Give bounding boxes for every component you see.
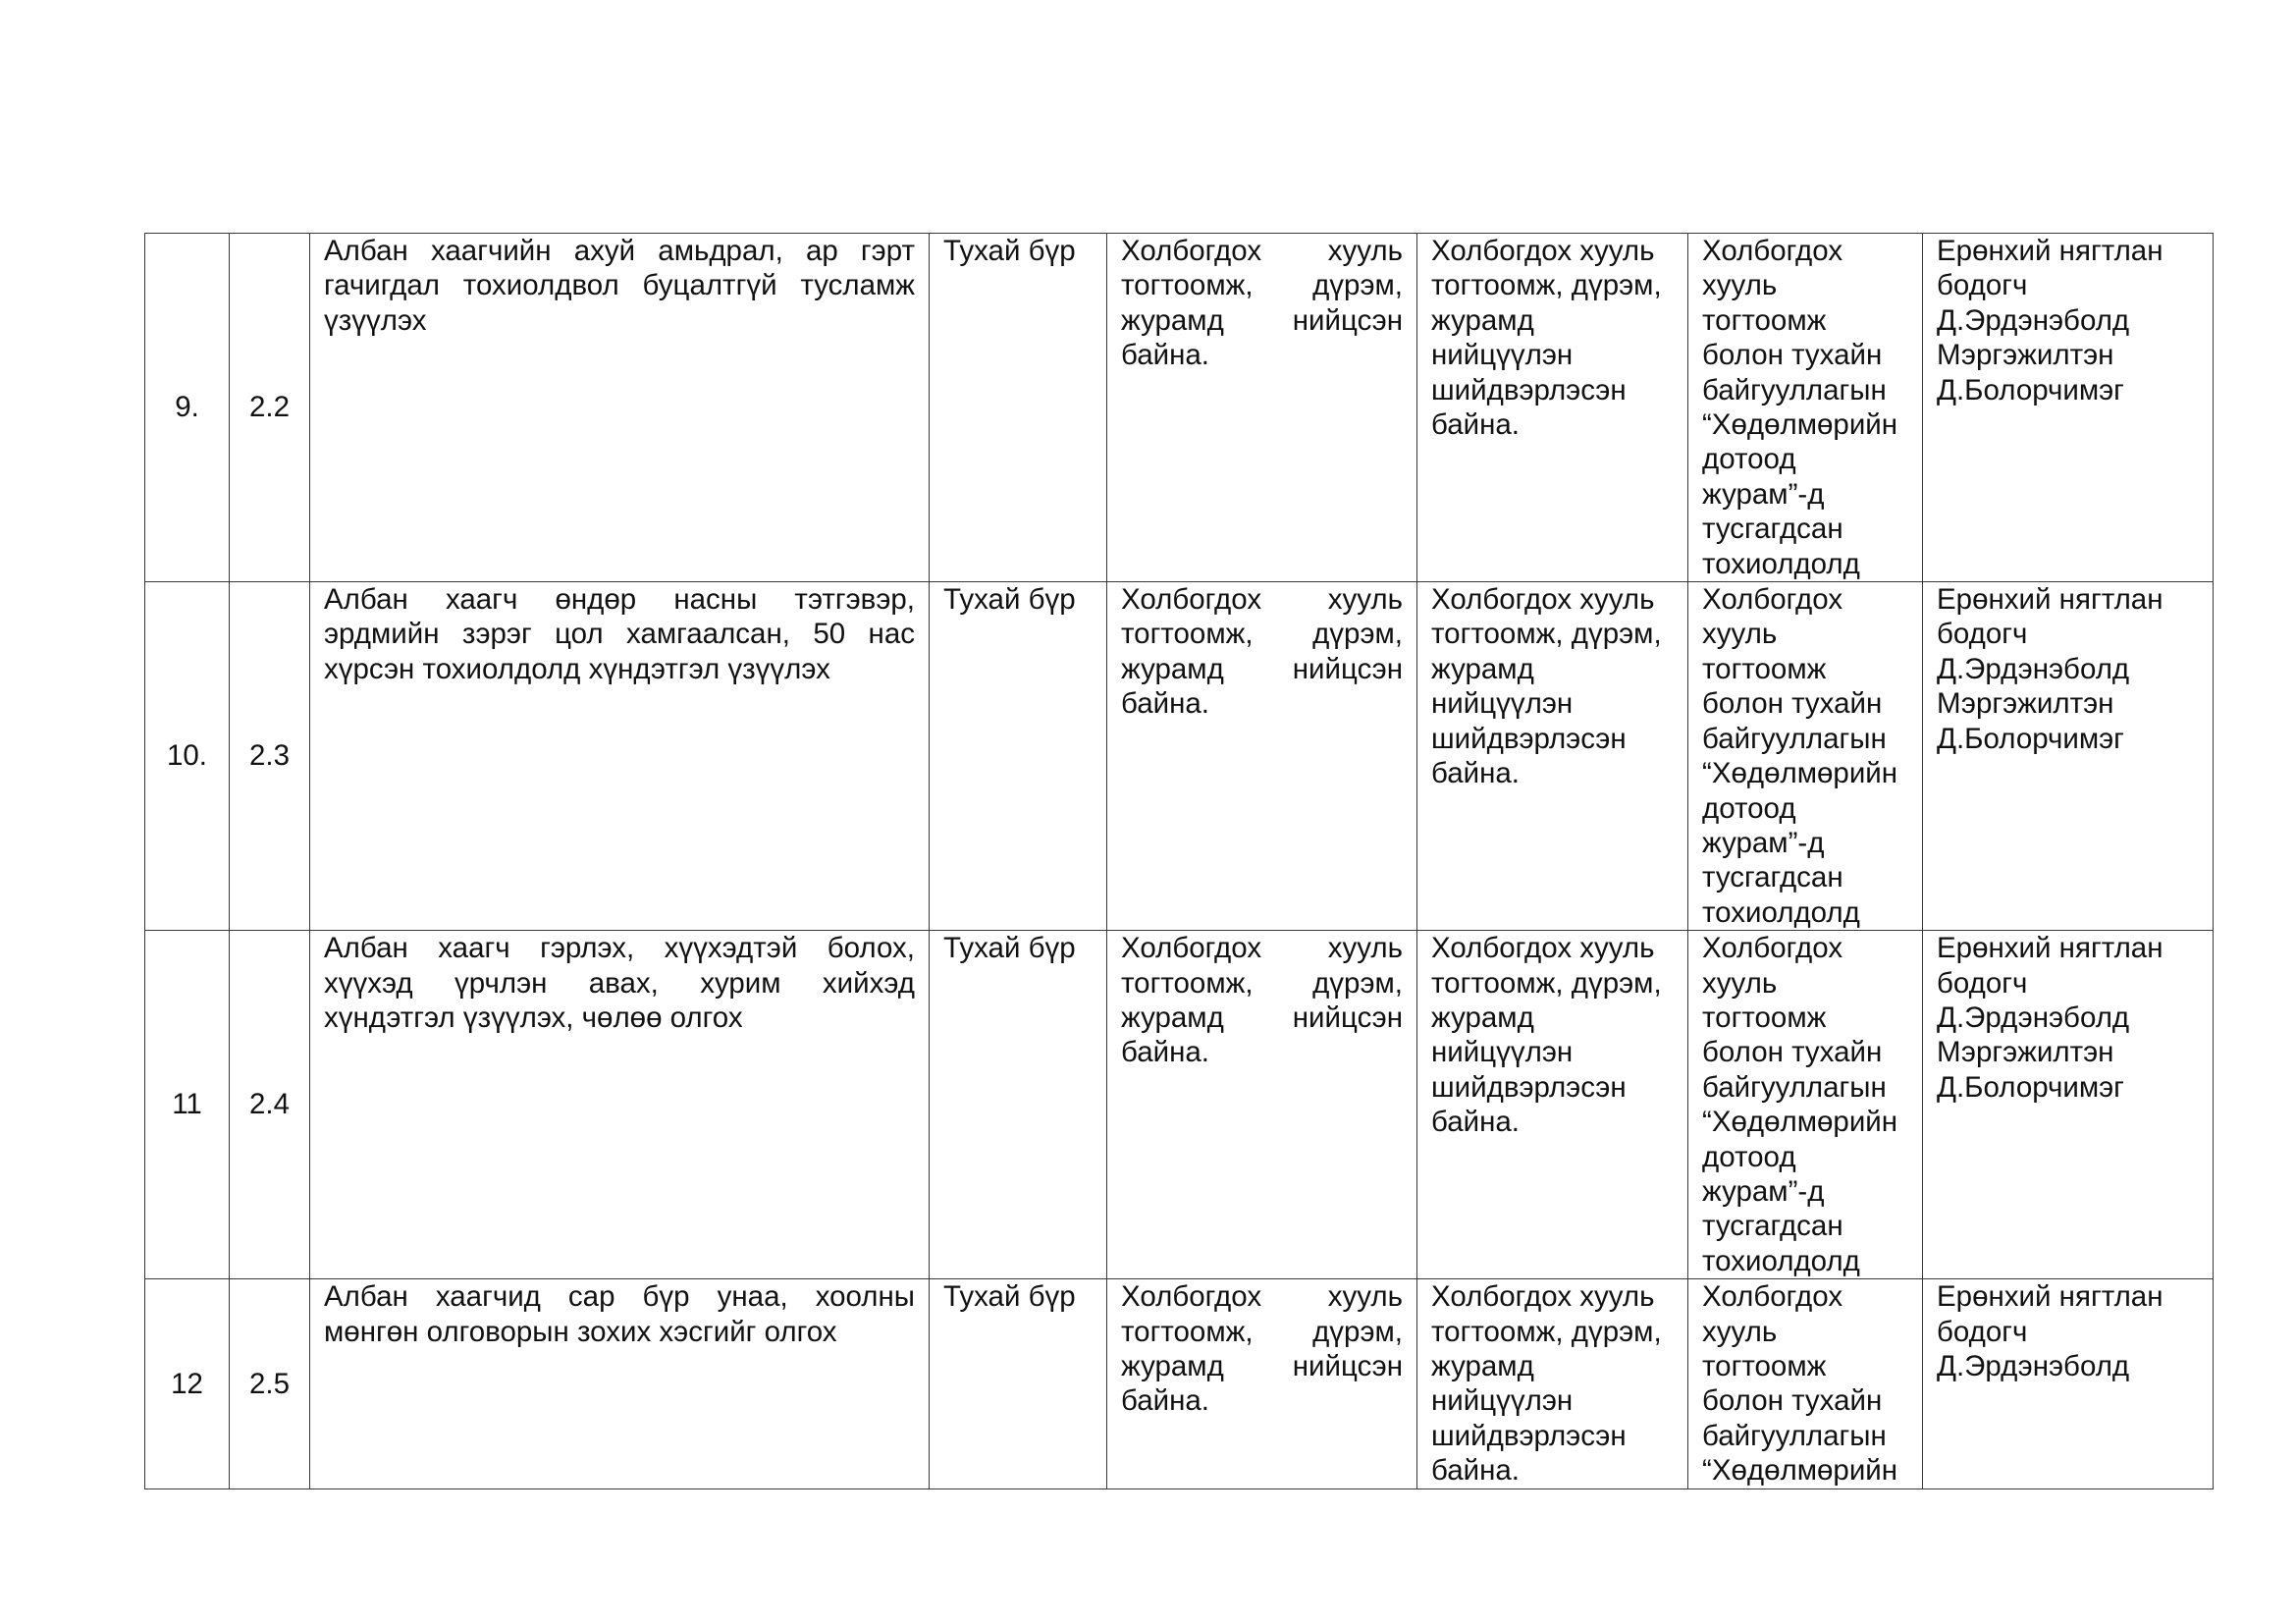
activity-description: Албан хаагчид сар бүр унаа, хоолны мөнгөн олговорын зохих хэсгийг олгох — [310, 1279, 930, 1489]
activity-description: Албан хаагч гэрлэх, хүүхэдтэй болох, хүүхэд үрчлэн авах, хурим хийхэд хүндэтгэл үзүүлэх, чөлөө олгох — [310, 931, 930, 1279]
table-row — [145, 1279, 2214, 1489]
legal-basis: Холбогдох хууль тогтоомж, дүрэм, журамд нийцсэн байна. — [1107, 931, 1417, 1279]
activity-description: Албан хаагч өндөр насны тэтгэвэр, эрдмийн зэрэг цол хамгаалсан, 50 нас хүрсэн тохиолдолд хүндэтгэл үзүүлэх — [310, 582, 930, 931]
condition: Холбогдох хууль тогтоомж болон тухайн байгууллагын “Хөдөлмөрийн дотоод журам”-д тусгагдсан тохиолдолд — [1688, 931, 1923, 1279]
row-number: 10. — [145, 582, 230, 931]
responsible-persons: Ерөнхий нягтлан бодогч Д.Эрдэнэболд Мэргэжилтэн Д.Болорчимэг — [1923, 582, 2214, 931]
item-code: 2.4 — [230, 931, 310, 1279]
expected-outcome: Холбогдох хууль тогтоомж, дүрэм, журамд нийцүүлэн шийдвэрлэсэн байна. — [1417, 931, 1688, 1279]
expected-outcome: Холбогдох хууль тогтоомж, дүрэм, журамд нийцүүлэн шийдвэрлэсэн байна. — [1417, 582, 1688, 931]
legal-basis: Холбогдох хууль тогтоомж, дүрэм, журамд нийцсэн байна. — [1107, 234, 1417, 582]
responsible-persons: Ерөнхий нягтлан бодогч Д.Эрдэнэболд Мэргэжилтэн Д.Болорчимэг — [1923, 931, 2214, 1279]
frequency: Тухай бүр — [930, 1279, 1107, 1489]
expected-outcome: Холбогдох хууль тогтоомж, дүрэм, журамд нийцүүлэн шийдвэрлэсэн байна. — [1417, 234, 1688, 582]
row-number: 9. — [145, 234, 230, 582]
condition: Холбогдох хууль тогтоомж болон тухайн байгууллагын “Хөдөлмөрийн — [1688, 1279, 1923, 1489]
row-number: 11 — [145, 931, 230, 1279]
frequency: Тухай бүр — [930, 582, 1107, 931]
item-code: 2.3 — [230, 582, 310, 931]
table-row — [145, 234, 2214, 582]
legal-basis: Холбогдох хууль тогтоомж, дүрэм, журамд нийцсэн байна. — [1107, 1279, 1417, 1489]
responsible-persons: Ерөнхий нягтлан бодогч Д.Эрдэнэболд — [1923, 1279, 2214, 1489]
condition: Холбогдох хууль тогтоомж болон тухайн байгууллагын “Хөдөлмөрийн дотоод журам”-д тусгагдсан тохиолдолд — [1688, 582, 1923, 931]
row-number: 12 — [145, 1279, 230, 1489]
plan-table — [144, 233, 2214, 1489]
item-code: 2.5 — [230, 1279, 310, 1489]
frequency: Тухай бүр — [930, 931, 1107, 1279]
frequency: Тухай бүр — [930, 234, 1107, 582]
item-code: 2.2 — [230, 234, 310, 582]
legal-basis: Холбогдох хууль тогтоомж, дүрэм, журамд нийцсэн байна. — [1107, 582, 1417, 931]
responsible-persons: Ерөнхий нягтлан бодогч Д.Эрдэнэболд Мэргэжилтэн Д.Болорчимэг — [1923, 234, 2214, 582]
condition: Холбогдох хууль тогтоомж болон тухайн байгууллагын “Хөдөлмөрийн дотоод журам”-д тусгагдсан тохиолдолд — [1688, 234, 1923, 582]
activity-description: Албан хаагчийн ахуй амьдрал, ар гэрт гачигдал тохиолдвол буцалтгүй тусламж үзүүлэх — [310, 234, 930, 582]
table-row — [145, 582, 2214, 931]
expected-outcome: Холбогдох хууль тогтоомж, дүрэм, журамд нийцүүлэн шийдвэрлэсэн байна. — [1417, 1279, 1688, 1489]
table-row — [145, 931, 2214, 1279]
